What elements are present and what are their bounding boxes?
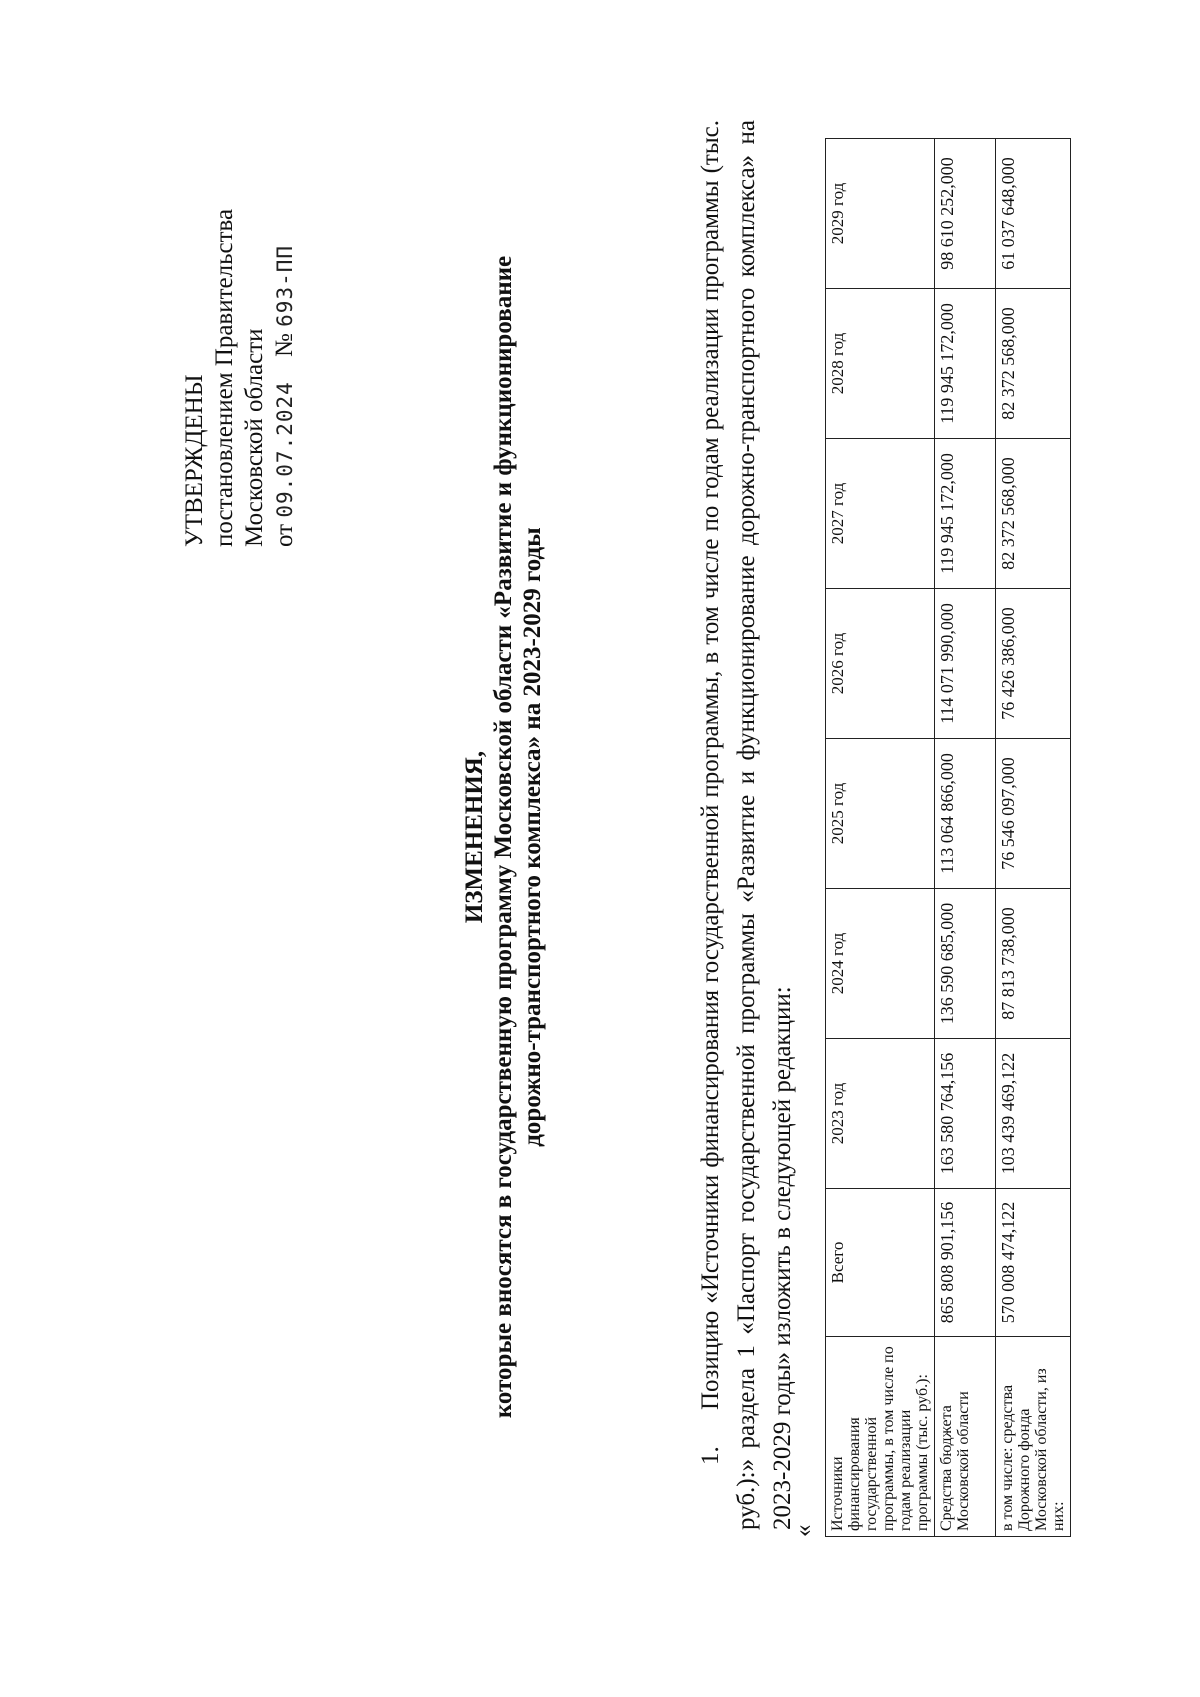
opening-quote: «	[790, 1524, 817, 1537]
header-cell: 2028 год	[826, 289, 935, 439]
change-paragraph	[693, 120, 801, 1530]
header-cell: 2025 год	[826, 739, 935, 889]
table-cell: 76 546 097,000	[996, 739, 1071, 889]
approval-heading: УТВЕРЖДЕНЫ	[181, 374, 208, 547]
document-title	[460, 137, 547, 1537]
approval-number: 693-ПП	[273, 244, 297, 327]
header-cell: Источники финансирования государственной программы, в том числе по годам реализации программы (тыс. руб.):	[826, 1337, 935, 1537]
approval-stamp	[180, 67, 300, 547]
table-cell: 87 813 738,000	[996, 889, 1071, 1039]
paragraph-text: Позицию «Источники финансирования государственной программы, в том числе по годам реализации программы (тыс. руб.):» раздела 1 «Паспорт государственной программы «Развитие и функционирование дорожно-транспортного комплекса» на 2023-2029 годы» изложить в следующей редакции:	[697, 120, 796, 1530]
paragraph-number: 1.	[697, 1446, 724, 1465]
approval-line-2: Московской области	[241, 328, 268, 547]
header-cell: 2029 год	[826, 139, 935, 289]
title-line-1: ИЗМЕНЕНИЯ,	[461, 750, 488, 924]
table-cell: 570 008 474,122	[996, 1189, 1071, 1337]
table-cell: 103 439 469,122	[996, 1039, 1071, 1189]
table-cell: 119 945 172,000	[935, 289, 996, 439]
title-line-2: которые вносятся в государственную программу Московской области «Развитие и функционирование	[490, 255, 517, 1419]
header-cell: Всего	[826, 1189, 935, 1337]
table-cell: 113 064 866,000	[935, 739, 996, 889]
table-cell: 865 808 901,156	[935, 1189, 996, 1337]
table-cell: 119 945 172,000	[935, 439, 996, 589]
header-cell: 2027 год	[826, 439, 935, 589]
table-row	[935, 139, 996, 1537]
header-cell: 2024 год	[826, 889, 935, 1039]
table-cell: 98 610 252,000	[935, 139, 996, 289]
title-line-3: дорожно-транспортного комплекса» на 2023-2029 годы	[519, 527, 546, 1147]
header-cell: 2026 год	[826, 589, 935, 739]
row-label: в том числе: средства Дорожного фонда Московской области, из них:	[996, 1337, 1071, 1537]
table-cell: 114 071 990,000	[935, 589, 996, 739]
approval-date-line	[270, 67, 300, 547]
table-row	[996, 139, 1071, 1537]
table-header-row	[826, 139, 935, 1537]
table-cell: 61 037 648,000	[996, 139, 1071, 289]
header-cell: 2023 год	[826, 1039, 935, 1189]
table-cell: 82 372 568,000	[996, 439, 1071, 589]
table-cell: 76 426 386,000	[996, 589, 1071, 739]
approval-line-1: постановлением Правительства	[211, 208, 238, 547]
date-prefix: от	[271, 523, 298, 547]
table-cell: 82 372 568,000	[996, 289, 1071, 439]
table-cell: 136 590 685,000	[935, 889, 996, 1039]
financing-table	[825, 138, 1071, 1537]
number-label: №	[271, 333, 298, 357]
row-label: Средства бюджета Московской области	[935, 1337, 996, 1537]
approval-date: 09.07.2024	[273, 381, 297, 518]
table-cell: 163 580 764,156	[935, 1039, 996, 1189]
